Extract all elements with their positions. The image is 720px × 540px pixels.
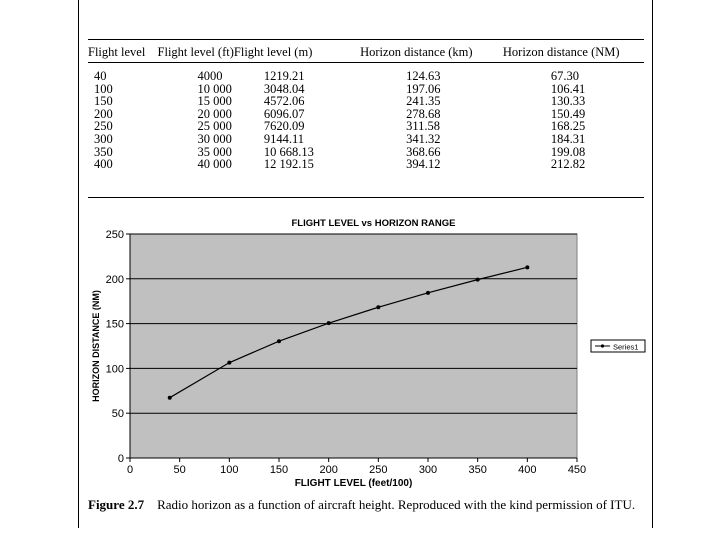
table-header-row <box>88 45 644 70</box>
y-tick-label: 0 <box>117 453 124 465</box>
plot-area <box>130 234 577 458</box>
table-row <box>88 158 644 171</box>
y-tick-label: 150 <box>105 318 124 331</box>
x-tick-label: 300 <box>418 464 438 476</box>
table-cell: 200 <box>94 106 113 121</box>
table-cell: 6096.07 <box>263 106 305 121</box>
chart-title: FLIGHT LEVEL vs HORIZON RANGE <box>291 218 456 229</box>
data-point <box>168 396 172 400</box>
table-cell: 40 000 <box>197 157 232 172</box>
data-point <box>525 265 529 269</box>
table-cell: 350 <box>94 144 113 159</box>
frame-right-border <box>652 0 653 528</box>
table-row <box>88 95 644 108</box>
table-cell: 40 <box>94 69 107 83</box>
col-header-horizon-nm: Horizon distance (NM) <box>502 45 620 59</box>
table-row <box>88 133 644 146</box>
table-cell: 35 000 <box>197 144 232 159</box>
table-cell: 394.12 <box>406 157 441 172</box>
table-cell: 1219.21 <box>263 69 305 83</box>
table-bottom-rule <box>88 197 644 198</box>
table-cell: 10 000 <box>197 81 232 96</box>
x-axis-label: FLIGHT LEVEL (feet/100) <box>294 478 413 489</box>
data-point <box>277 339 281 343</box>
table-cell: 9144.11 <box>263 131 305 146</box>
legend-marker <box>601 344 604 347</box>
table-cell: 212.82 <box>550 157 586 172</box>
table-cell: 100 <box>94 81 113 96</box>
x-tick-label: 350 <box>468 464 487 476</box>
x-tick-label: 150 <box>269 464 289 476</box>
table-cell: 199.08 <box>550 144 586 159</box>
caption-label: Figure 2.7 <box>88 497 145 512</box>
data-point <box>327 321 331 325</box>
table-cell: 300 <box>94 131 113 146</box>
table-cell: 341.32 <box>406 131 441 146</box>
table-cell: 130.33 <box>550 94 586 109</box>
data-point <box>376 305 380 309</box>
table-cell: 4572.06 <box>263 94 305 109</box>
col-header-flight-level: Flight level <box>88 45 146 59</box>
legend-label: Series1 <box>613 342 639 352</box>
x-tick-label: 200 <box>319 464 338 476</box>
data-point <box>227 361 231 365</box>
col-header-flight-level-m: Flight level (m) <box>233 45 313 59</box>
table-cell: 150.49 <box>550 106 586 121</box>
flight-level-chart <box>88 212 648 492</box>
table-cell: 67.30 <box>550 69 580 83</box>
table-cell: 4000 <box>197 69 223 83</box>
data-table <box>88 45 644 171</box>
x-tick-label: 100 <box>220 464 239 476</box>
table-cell: 197.06 <box>406 81 441 96</box>
data-point <box>476 278 480 282</box>
table-row <box>88 70 644 83</box>
x-tick-label: 450 <box>567 464 587 476</box>
table-cell: 7620.09 <box>263 119 305 134</box>
table-cell: 12 192.15 <box>263 157 314 172</box>
table-cell: 184.31 <box>550 131 586 146</box>
y-tick-label: 200 <box>105 273 124 286</box>
table-cell: 106.41 <box>550 81 586 96</box>
col-header-flight-level-ft: Flight level (ft) <box>157 45 234 59</box>
frame-left-border <box>78 0 79 528</box>
col-header-horizon-km: Horizon distance (km) <box>360 45 473 59</box>
x-tick-label: 50 <box>173 464 186 476</box>
table-cell: 250 <box>94 119 113 134</box>
y-tick-label: 250 <box>105 229 124 241</box>
table-cell: 400 <box>94 157 113 172</box>
table-cell: 368.66 <box>406 144 441 159</box>
table-cell: 15 000 <box>197 94 232 109</box>
table-cell: 278.68 <box>406 106 441 121</box>
x-tick-label: 400 <box>518 464 537 476</box>
table-cell: 311.58 <box>406 119 441 134</box>
table-cell: 168.25 <box>550 119 586 134</box>
table-cell: 10 668.13 <box>263 144 314 159</box>
y-tick-label: 100 <box>105 363 124 376</box>
x-tick-label: 0 <box>126 464 134 476</box>
y-tick-label: 50 <box>111 408 124 421</box>
data-point <box>426 291 430 295</box>
table-cell: 20 000 <box>197 106 232 121</box>
y-axis-label: HORIZON DISTANCE (NM) <box>91 290 101 402</box>
figure-caption <box>88 497 648 512</box>
table-top-rule <box>88 39 644 40</box>
table-cell: 150 <box>94 94 113 109</box>
x-tick-label: 250 <box>369 464 388 476</box>
table-cell: 30 000 <box>197 131 232 146</box>
caption-text: Radio horizon as a function of aircraft height. Reproduced with the kind permission of ITU. <box>157 497 636 512</box>
table-cell: 241.35 <box>406 94 441 109</box>
table-cell: 124.63 <box>406 69 441 83</box>
table-cell: 3048.04 <box>263 81 305 96</box>
table-cell: 25 000 <box>197 119 232 134</box>
